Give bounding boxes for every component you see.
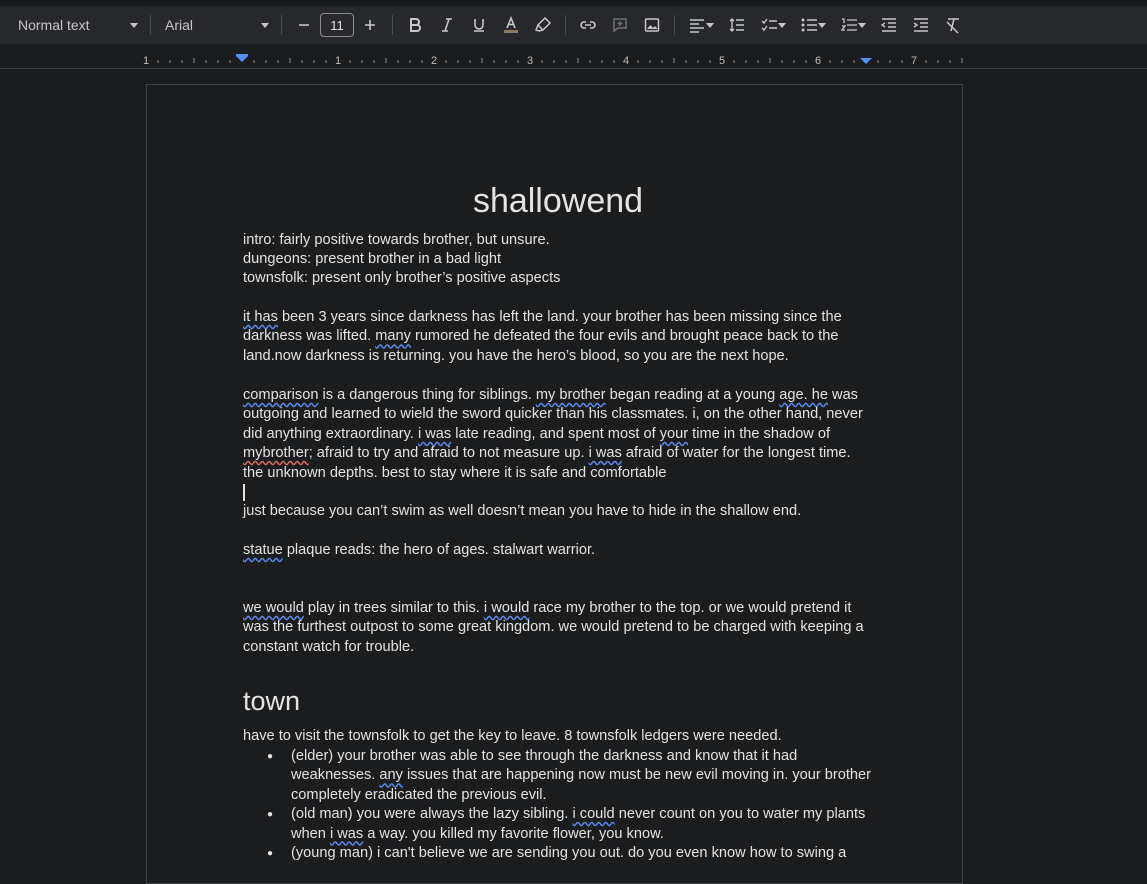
paragraph-style-dropdown[interactable] xyxy=(10,11,144,39)
chevron-down-icon xyxy=(778,23,786,28)
paragraph-text: began reading at a young xyxy=(605,387,780,403)
indent-decrease-icon xyxy=(880,16,898,34)
toolbar-divider xyxy=(281,15,282,35)
paragraph-text: ; afraid to try and afraid to not measure up. xyxy=(308,445,589,462)
indent-increase-icon xyxy=(912,16,930,34)
grammar-flagged-text[interactable]: your xyxy=(659,425,689,442)
paragraph-text: play in trees similar to this. xyxy=(303,600,484,616)
decrease-font-size-button[interactable] xyxy=(290,11,318,39)
list-item xyxy=(243,805,873,844)
grammar-flagged-text[interactable]: i was xyxy=(329,825,364,842)
ruler-number: 1 xyxy=(142,55,150,67)
toolbar-divider xyxy=(565,15,566,35)
insert-link-button[interactable] xyxy=(574,11,602,39)
paragraph-text: was outgoing and learned to wield the sword quicker than his classmates. i, on the other hand, never did anything extraordinary. xyxy=(243,387,863,442)
bulleted-list-dropdown[interactable] xyxy=(795,11,831,39)
paragraph-text: been 3 years since darkness has left the land. your brother has been missing since the darkness was lifted. xyxy=(243,309,842,345)
add-comment-button[interactable] xyxy=(606,11,634,39)
toolbar-divider xyxy=(150,15,151,35)
paragraph-shallow-end: just because you can’t swim as well doesn’t mean you have to hide in the shallow end. xyxy=(243,503,802,519)
font-size-input[interactable]: 11 xyxy=(320,13,354,37)
list-item-text: (elder) your brother was able to see through the darkness and know that it had weaknesses. xyxy=(291,748,798,784)
font-family-dropdown[interactable] xyxy=(157,11,275,39)
list-item-text: (old man) you were always the lazy sibling. xyxy=(291,806,573,823)
ruler-number: 7 xyxy=(910,55,918,67)
intro-line: intro: fairly positive towards brother, but unsure. xyxy=(243,232,550,248)
chevron-down-icon xyxy=(818,23,826,28)
document-page[interactable] xyxy=(146,84,963,884)
paragraph-text: time in the shadow of xyxy=(688,425,831,442)
list-item-text: (young man) i can't believe we are sending you out. do you even know how to swing a xyxy=(291,845,847,862)
paragraph-comparison xyxy=(243,386,873,483)
font-family-value: Arial xyxy=(165,17,194,33)
text-cursor xyxy=(243,484,245,501)
ruler-scale xyxy=(0,44,1147,68)
grammar-flagged-text[interactable]: i would xyxy=(483,600,530,616)
grammar-flagged-text[interactable]: we would xyxy=(243,600,304,616)
increase-indent-button[interactable] xyxy=(907,11,935,39)
grammar-flagged-text[interactable]: many xyxy=(375,328,411,345)
toolbar-divider xyxy=(392,15,393,35)
toolbar-divider xyxy=(674,15,675,35)
intro-line: townsfolk: present only brother’s positive aspects xyxy=(243,270,561,286)
checklist-dropdown[interactable] xyxy=(755,11,791,39)
plus-icon xyxy=(361,16,379,34)
ruler-number: 6 xyxy=(814,55,822,67)
bold-icon xyxy=(406,16,424,34)
align-left-icon xyxy=(688,16,706,34)
paragraph-text: plaque reads: the hero of ages. stalwart warrior. xyxy=(282,542,596,558)
minus-icon xyxy=(295,16,313,34)
left-indent-marker[interactable] xyxy=(236,56,248,62)
formatting-toolbar xyxy=(0,6,1147,44)
spelling-flagged-text[interactable]: mybrother xyxy=(243,445,309,462)
link-icon xyxy=(579,16,597,34)
ruler-number: 4 xyxy=(622,55,630,67)
list-item xyxy=(243,844,873,863)
text-color-button[interactable] xyxy=(497,11,525,39)
italic-icon xyxy=(438,16,456,34)
paragraph-text: late reading, and spent most of xyxy=(451,425,660,442)
grammar-flagged-text[interactable]: age. he xyxy=(779,387,828,403)
checklist-icon xyxy=(760,16,778,34)
text-color-icon xyxy=(502,16,520,34)
decrease-indent-button[interactable] xyxy=(875,11,903,39)
horizontal-ruler[interactable] xyxy=(0,44,1147,69)
grammar-flagged-text[interactable]: i was xyxy=(417,425,452,442)
increase-font-size-button[interactable] xyxy=(356,11,384,39)
highlight-color-button[interactable] xyxy=(529,11,557,39)
list-item-text: never count on you to water my plants when xyxy=(291,806,866,842)
first-line-indent-marker[interactable] xyxy=(236,54,248,56)
grammar-flagged-text[interactable]: statue xyxy=(243,542,283,558)
intro-line: dungeons: present brother in a bad light xyxy=(243,251,502,267)
paragraph-trees xyxy=(243,599,873,657)
bulleted-list-icon xyxy=(800,16,818,34)
insert-image-button[interactable] xyxy=(638,11,666,39)
chevron-down-icon xyxy=(706,23,714,28)
underline-icon xyxy=(470,16,488,34)
ruler-number: 1 xyxy=(334,55,342,67)
grammar-flagged-text[interactable]: it has xyxy=(243,309,278,325)
highlighter-icon xyxy=(534,16,552,34)
chevron-down-icon xyxy=(130,23,138,28)
clear-formatting-button[interactable] xyxy=(939,11,967,39)
bold-button[interactable] xyxy=(401,11,429,39)
grammar-flagged-text[interactable]: my brother xyxy=(535,387,606,403)
comment-add-icon xyxy=(611,16,629,34)
heading-town: town xyxy=(243,686,301,716)
line-spacing-button[interactable] xyxy=(723,11,751,39)
line-spacing-icon xyxy=(728,16,746,34)
list-item-text: a way. you killed my favorite flower, you know. xyxy=(363,825,664,842)
chevron-down-icon xyxy=(261,23,269,28)
paragraph-style-value: Normal text xyxy=(18,17,90,33)
grammar-flagged-text[interactable]: i was xyxy=(588,445,622,462)
grammar-flagged-text[interactable]: any xyxy=(379,767,403,784)
paragraph-text: is a dangerous thing for siblings. xyxy=(318,387,536,403)
numbered-list-icon xyxy=(840,16,858,34)
ruler-number: 2 xyxy=(430,55,438,67)
townsfolk-bullet-list xyxy=(243,747,873,863)
paragraph-text: afraid of water for the longest time. the unknown depths. best to stay where it is safe and comfortable xyxy=(243,445,851,481)
underline-button[interactable] xyxy=(465,11,493,39)
grammar-flagged-text[interactable]: i could xyxy=(572,806,615,823)
align-dropdown[interactable] xyxy=(683,11,719,39)
list-item xyxy=(243,747,873,805)
ruler-number: 3 xyxy=(526,55,534,67)
image-icon xyxy=(643,16,661,34)
clear-formatting-icon xyxy=(944,16,962,34)
paragraph-darkness xyxy=(243,308,873,366)
italic-button[interactable] xyxy=(433,11,461,39)
document-title: shallowend xyxy=(472,182,644,220)
paragraph-townsfolk: have to visit the townsfolk to get the key to leave. 8 townsfolk ledgers were needed. xyxy=(243,728,782,744)
grammar-flagged-text[interactable]: comparison xyxy=(243,387,319,403)
chevron-down-icon xyxy=(858,23,866,28)
paragraph-text: rumored he defeated the four evils and brought peace back to the land.now darkness is returning. you have the hero’s blood, so you are the next hope. xyxy=(243,328,839,364)
list-item-text: issues that are happening now must be new evil moving in. your brother completely eradicated the previous evil. xyxy=(291,767,872,803)
paragraph-text: race my brother to the top. or we would pretend it was the furthest outpost to some great kingdom. we would pretend to be charged with keeping a constant watch for trouble. xyxy=(243,600,864,655)
numbered-list-dropdown[interactable] xyxy=(835,11,871,39)
right-indent-marker[interactable] xyxy=(860,58,872,64)
ruler-number: 5 xyxy=(718,55,726,67)
paragraph-statue xyxy=(243,541,873,560)
